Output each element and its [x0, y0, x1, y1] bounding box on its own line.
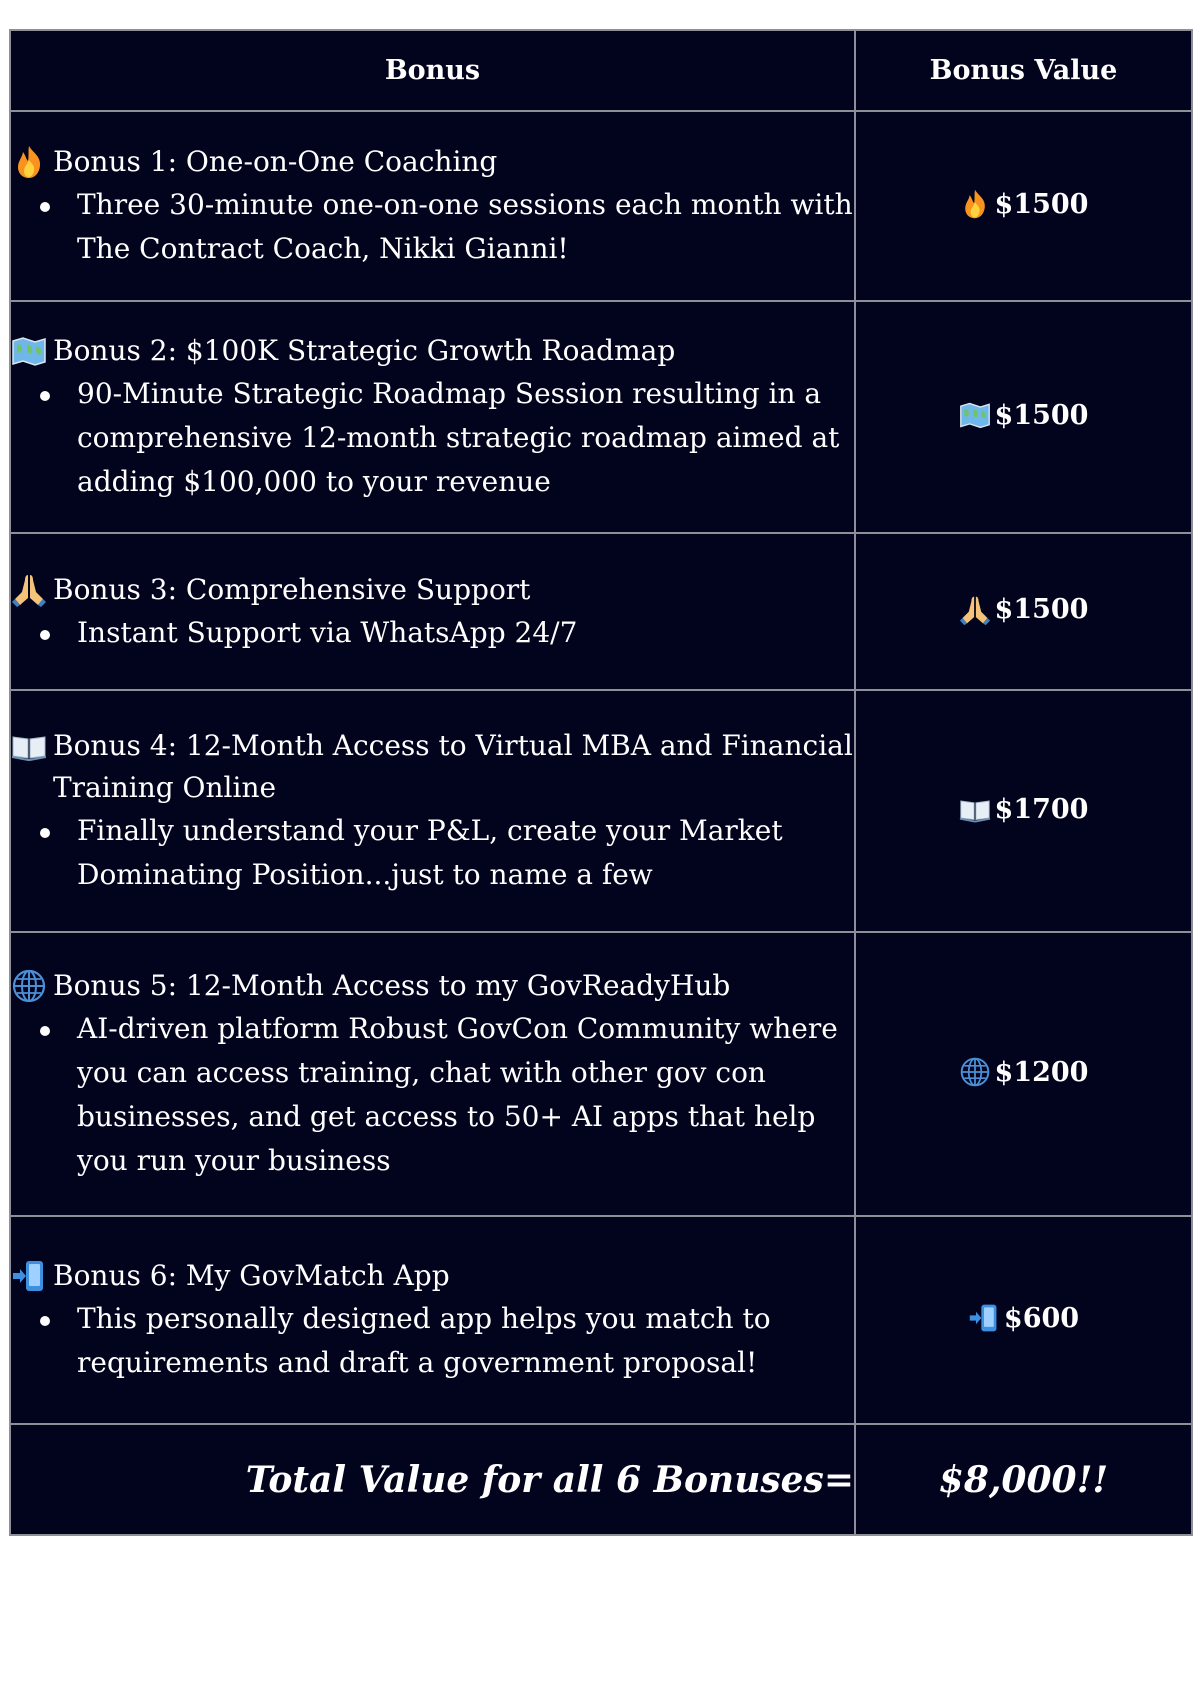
header-bonus-value: Bonus Value: [855, 30, 1192, 111]
table-header-row: [10, 30, 1192, 111]
bonus-row: [10, 1216, 1192, 1424]
bonus-bullet: Instant Support via WhatsApp 24/7: [77, 611, 854, 655]
bonus-bullets: [11, 1297, 854, 1385]
bonus-title-line: [11, 569, 854, 611]
bonus-value: $1500: [994, 188, 1089, 220]
bonus-title: Bonus 1: One-on-One Coaching: [53, 145, 498, 178]
bonus-cell: [10, 533, 855, 690]
mobile-arrow-icon: [11, 1258, 47, 1294]
bonus-title-line: [11, 141, 854, 183]
total-row: [10, 1424, 1192, 1535]
open-book-icon: [11, 728, 47, 764]
bonus-title-line: [11, 1255, 854, 1297]
bonus-cell: [10, 301, 855, 533]
total-label: Total Value for all 6 Bonuses=: [10, 1424, 855, 1535]
fire-icon: [959, 188, 991, 220]
header-bonus: Bonus: [10, 30, 855, 111]
mobile-arrow-icon: [968, 1302, 1000, 1334]
bonus-row: [10, 533, 1192, 690]
bonus-row: [10, 690, 1192, 932]
total-value: $8,000!!: [855, 1424, 1192, 1535]
open-book-icon: [959, 793, 991, 825]
value-cell: [855, 690, 1192, 932]
bonus-row: [10, 111, 1192, 301]
bonus-value: $1500: [994, 399, 1089, 431]
world-map-icon: [959, 399, 991, 431]
value-cell: [855, 1216, 1192, 1424]
bonus-bullets: [11, 1007, 854, 1183]
bonus-bullet: Finally understand your P&L, create your Market Dominating Position...just to name a few: [77, 809, 854, 897]
bonus-value: $1700: [994, 793, 1089, 825]
bonus-cell: [10, 932, 855, 1216]
value-cell: [855, 932, 1192, 1216]
bonus-title: Bonus 4: 12-Month Access to Virtual MBA and Financial Training Online: [53, 729, 853, 804]
bonus-bullets: [11, 183, 854, 271]
bonus-cell: [10, 1216, 855, 1424]
bonus-title: Bonus 3: Comprehensive Support: [53, 572, 531, 606]
bonus-title-line: [11, 725, 854, 809]
bonus-bullets: [11, 372, 854, 504]
bonus-value: $600: [1003, 1302, 1080, 1334]
bonus-cell: [10, 690, 855, 932]
globe-icon: [959, 1056, 991, 1088]
bonus-bullet: Three 30-minute one-on-one sessions each month with The Contract Coach, Nikki Gianni!: [77, 183, 854, 271]
bonus-bullet: 90-Minute Strategic Roadmap Session resulting in a comprehensive 12-month strategic roadmap aimed at adding $100,000 to your revenue: [77, 372, 854, 504]
fire-icon: [11, 144, 47, 180]
bonus-title: Bonus 6: My GovMatch App: [53, 1259, 450, 1292]
bonus-bullet: AI-driven platform Robust GovCon Community where you can access training, chat with other gov con businesses, and get access to 50+ AI apps that help you run your business: [77, 1007, 854, 1183]
bonus-title: Bonus 5: 12-Month Access to my GovReadyHub: [53, 969, 731, 1002]
bonus-bullets: [11, 611, 854, 655]
bonus-title-line: [11, 965, 854, 1007]
bonus-value: $1200: [994, 1056, 1089, 1088]
bonus-row: [10, 932, 1192, 1216]
bonus-bullet: This personally designed app helps you match to requirements and draft a government proposal!: [77, 1297, 854, 1385]
bonus-cell: [10, 111, 855, 301]
bonus-row: [10, 301, 1192, 533]
globe-icon: [11, 968, 47, 1004]
bonus-title-line: [11, 330, 854, 372]
world-map-icon: [11, 333, 47, 369]
bonus-value: $1500: [994, 594, 1089, 625]
value-cell: [855, 533, 1192, 690]
bonus-table: [9, 29, 1193, 1536]
value-cell: [855, 111, 1192, 301]
folded-hands-icon: [11, 572, 47, 608]
folded-hands-icon: [959, 594, 991, 626]
bonus-title: Bonus 2: $100K Strategic Growth Roadmap: [53, 334, 676, 367]
value-cell: [855, 301, 1192, 533]
bonus-bullets: [11, 809, 854, 897]
